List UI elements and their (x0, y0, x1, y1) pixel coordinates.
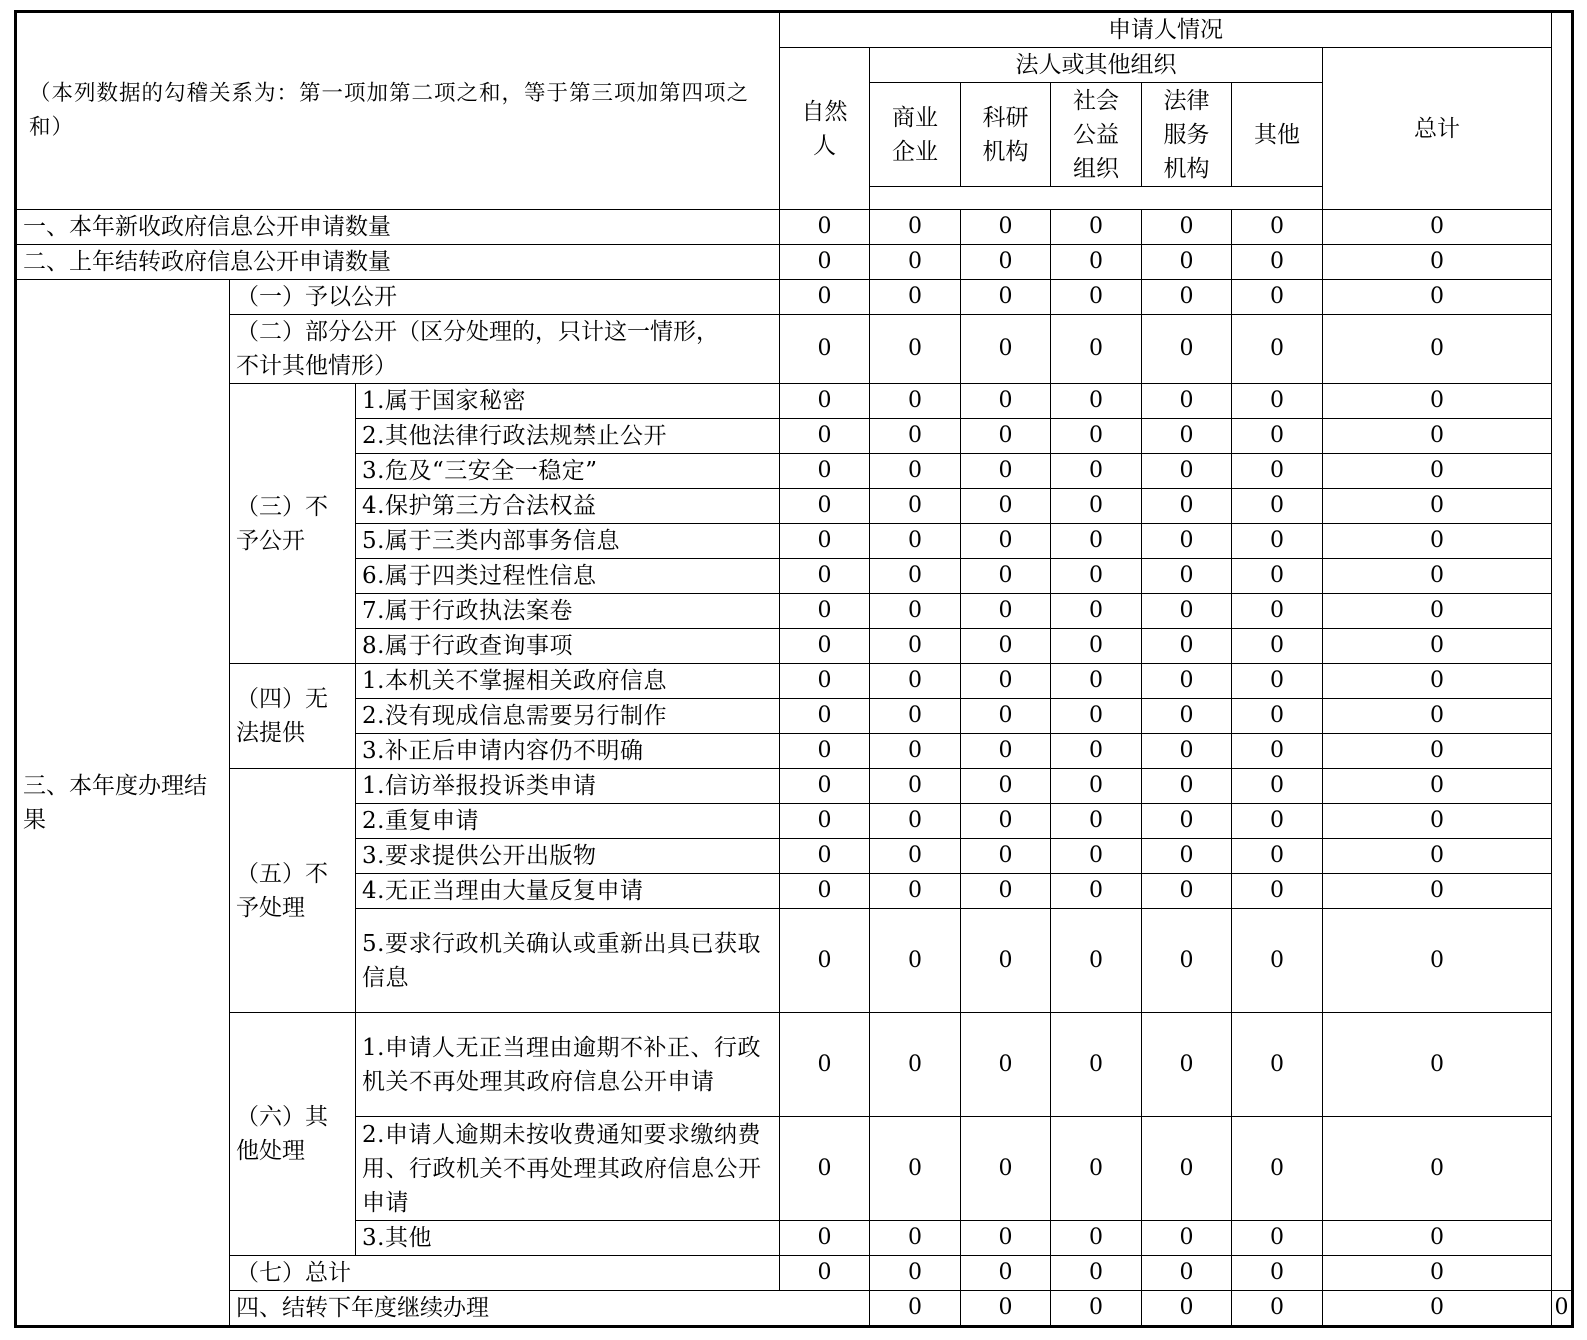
cell: 0 (780, 1013, 870, 1117)
cell: 0 (870, 315, 961, 384)
row-label: （二）部分公开（区分处理的，只计这一情形，不计其他情形） (230, 315, 780, 384)
cell: 0 (1142, 384, 1232, 419)
row-label: 4.无正当理由大量反复申请 (356, 874, 780, 909)
row-label: （七）总计 (230, 1256, 780, 1291)
cell: 0 (1142, 664, 1232, 699)
col-header-business: 商业企业 (870, 83, 961, 187)
cell: 0 (1051, 664, 1142, 699)
cell: 0 (1232, 629, 1323, 664)
cell: 0 (1142, 594, 1232, 629)
col-header-public-welfare: 社会公益组织 (1051, 83, 1142, 187)
table-row (16, 210, 1573, 245)
cell: 0 (1051, 1117, 1142, 1221)
cell: 0 (1323, 559, 1552, 594)
group-label: （三）不予公开 (230, 384, 356, 664)
cell: 0 (1232, 734, 1323, 769)
cell: 0 (780, 559, 870, 594)
cell: 0 (1232, 594, 1323, 629)
cell: 0 (870, 874, 961, 909)
total-header: 总计 (1323, 48, 1552, 210)
cell: 0 (870, 769, 961, 804)
cell: 0 (1142, 524, 1232, 559)
cell: 0 (1142, 734, 1232, 769)
cell: 0 (870, 839, 961, 874)
cell: 0 (1323, 594, 1552, 629)
legal-group-header: 法人或其他组织 (870, 48, 1323, 83)
cell: 0 (780, 664, 870, 699)
cell: 0 (1051, 1291, 1142, 1327)
cell: 0 (780, 769, 870, 804)
cell: 0 (870, 804, 961, 839)
cell: 0 (1051, 315, 1142, 384)
natural-person-header: 自然人 (780, 48, 870, 210)
cell: 0 (1323, 280, 1552, 315)
cell: 0 (870, 245, 961, 280)
cell: 0 (870, 559, 961, 594)
cell: 0 (1142, 874, 1232, 909)
table-note: （本列数据的勾稽关系为：第一项加第二项之和，等于第三项加第四项之和） (16, 12, 780, 210)
cell: 0 (1142, 909, 1232, 1013)
cell: 0 (961, 1013, 1051, 1117)
cell: 0 (961, 1117, 1051, 1221)
cell: 0 (961, 419, 1051, 454)
section-3-label: 三、本年度办理结果 (16, 280, 230, 1327)
cell: 0 (1232, 1117, 1323, 1221)
table-row (16, 1013, 1573, 1117)
row-label: 2.申请人逾期未按收费通知要求缴纳费用、行政机关不再处理其政府信息公开申请 (356, 1117, 780, 1221)
cell: 0 (1142, 769, 1232, 804)
cell: 0 (870, 1117, 961, 1221)
cell: 0 (870, 384, 961, 419)
table-row (16, 1291, 1573, 1327)
cell: 0 (1232, 769, 1323, 804)
cell: 0 (961, 699, 1051, 734)
cell: 0 (1323, 909, 1552, 1013)
cell: 0 (870, 210, 961, 245)
row-label: 1.属于国家秘密 (356, 384, 780, 419)
cell: 0 (961, 734, 1051, 769)
cell: 0 (1142, 1117, 1232, 1221)
cell: 0 (961, 280, 1051, 315)
cell: 0 (870, 524, 961, 559)
table-row (16, 315, 1573, 384)
cell: 0 (1232, 699, 1323, 734)
cell: 0 (1232, 419, 1323, 454)
cell: 0 (1051, 1013, 1142, 1117)
cell: 0 (1142, 629, 1232, 664)
cell: 0 (780, 874, 870, 909)
cell: 0 (1323, 874, 1552, 909)
cell: 0 (1142, 245, 1232, 280)
cell: 0 (1051, 769, 1142, 804)
cell: 0 (961, 454, 1051, 489)
cell: 0 (1142, 419, 1232, 454)
cell: 0 (870, 664, 961, 699)
row-label: 3.要求提供公开出版物 (356, 839, 780, 874)
row-label: 3.补正后申请内容仍不明确 (356, 734, 780, 769)
cell: 0 (780, 315, 870, 384)
cell: 0 (1323, 1291, 1552, 1327)
cell: 0 (870, 1013, 961, 1117)
cell: 0 (961, 489, 1051, 524)
row-label: 二、上年结转政府信息公开申请数量 (16, 245, 780, 280)
row-label: 四、结转下年度继续办理 (230, 1291, 870, 1327)
disclosure-statistics-table (14, 10, 1574, 1328)
cell: 0 (1051, 734, 1142, 769)
cell: 0 (1232, 210, 1323, 245)
cell: 0 (870, 629, 961, 664)
cell: 0 (780, 280, 870, 315)
applicant-status-header: 申请人情况 (780, 12, 1552, 48)
row-label: （一）予以公开 (230, 280, 780, 315)
table-row (16, 384, 1573, 419)
cell: 0 (1323, 1117, 1552, 1221)
cell: 0 (1323, 454, 1552, 489)
cell: 0 (1323, 1256, 1552, 1291)
cell: 0 (1051, 699, 1142, 734)
cell: 0 (870, 909, 961, 1013)
cell: 0 (1232, 315, 1323, 384)
cell: 0 (870, 454, 961, 489)
cell: 0 (961, 384, 1051, 419)
col-header-legal-service: 法律服务机构 (1142, 83, 1232, 187)
cell: 0 (1323, 769, 1552, 804)
cell: 0 (1323, 524, 1552, 559)
cell: 0 (1232, 489, 1323, 524)
cell: 0 (1142, 559, 1232, 594)
cell: 0 (870, 489, 961, 524)
cell: 0 (1051, 559, 1142, 594)
cell: 0 (1142, 839, 1232, 874)
cell: 0 (780, 909, 870, 1013)
cell: 0 (1232, 559, 1323, 594)
cell: 0 (961, 594, 1051, 629)
cell: 0 (1232, 909, 1323, 1013)
cell: 0 (1323, 629, 1552, 664)
cell: 0 (961, 804, 1051, 839)
cell: 0 (780, 524, 870, 559)
cell: 0 (1142, 454, 1232, 489)
table-row (16, 245, 1573, 280)
group-label: （五）不予处理 (230, 769, 356, 1013)
table-row (16, 664, 1573, 699)
cell: 0 (1232, 839, 1323, 874)
row-label: 7.属于行政执法案卷 (356, 594, 780, 629)
cell: 0 (780, 1117, 870, 1221)
group-label: （六）其他处理 (230, 1013, 356, 1256)
cell: 0 (1232, 524, 1323, 559)
cell: 0 (1142, 210, 1232, 245)
cell: 0 (870, 699, 961, 734)
cell: 0 (870, 419, 961, 454)
row-label: 1.申请人无正当理由逾期不补正、行政机关不再处理其政府信息公开申请 (356, 1013, 780, 1117)
table-row (16, 1256, 1573, 1291)
cell: 0 (961, 874, 1051, 909)
cell: 0 (870, 1291, 961, 1327)
cell: 0 (1323, 419, 1552, 454)
cell: 0 (1051, 839, 1142, 874)
cell: 0 (1051, 419, 1142, 454)
cell: 0 (1323, 384, 1552, 419)
row-label: 2.其他法律行政法规禁止公开 (356, 419, 780, 454)
cell: 0 (1142, 1256, 1232, 1291)
cell: 0 (1323, 210, 1552, 245)
cell: 0 (1051, 245, 1142, 280)
row-label: 2.没有现成信息需要另行制作 (356, 699, 780, 734)
cell: 0 (1232, 384, 1323, 419)
cell: 0 (780, 734, 870, 769)
cell: 0 (780, 1256, 870, 1291)
cell: 0 (780, 489, 870, 524)
row-label: 4.保护第三方合法权益 (356, 489, 780, 524)
cell: 0 (961, 210, 1051, 245)
cell: 0 (1552, 1291, 1573, 1327)
cell: 0 (961, 769, 1051, 804)
cell: 0 (961, 559, 1051, 594)
cell: 0 (1051, 489, 1142, 524)
row-label: 5.要求行政机关确认或重新出具已获取信息 (356, 909, 780, 1013)
cell: 0 (1051, 1256, 1142, 1291)
cell: 0 (1051, 804, 1142, 839)
cell: 0 (1142, 315, 1232, 384)
cell: 0 (1323, 664, 1552, 699)
cell: 0 (1323, 315, 1552, 384)
cell: 0 (1142, 1221, 1232, 1256)
row-label: 3.危及“三安全一稳定” (356, 454, 780, 489)
row-label: 5.属于三类内部事务信息 (356, 524, 780, 559)
cell: 0 (961, 1221, 1051, 1256)
cell: 0 (1142, 804, 1232, 839)
table-row (16, 769, 1573, 804)
cell: 0 (1232, 804, 1323, 839)
cell: 0 (1051, 594, 1142, 629)
cell: 0 (961, 524, 1051, 559)
cell: 0 (961, 839, 1051, 874)
cell: 0 (1051, 874, 1142, 909)
cell: 0 (1051, 454, 1142, 489)
cell: 0 (780, 454, 870, 489)
cell: 0 (1142, 1013, 1232, 1117)
row-label: 6.属于四类过程性信息 (356, 559, 780, 594)
cell: 0 (1323, 699, 1552, 734)
cell: 0 (1323, 1221, 1552, 1256)
row-label: 1.信访举报投诉类申请 (356, 769, 780, 804)
cell: 0 (1142, 280, 1232, 315)
col-header-other: 其他 (1232, 83, 1323, 187)
cell: 0 (961, 315, 1051, 384)
cell: 0 (1051, 384, 1142, 419)
cell: 0 (870, 734, 961, 769)
row-label: 3.其他 (356, 1221, 780, 1256)
cell: 0 (780, 804, 870, 839)
cell: 0 (1232, 1013, 1323, 1117)
cell: 0 (1051, 524, 1142, 559)
cell: 0 (1323, 839, 1552, 874)
cell: 0 (1232, 1256, 1323, 1291)
cell: 0 (961, 1256, 1051, 1291)
cell: 0 (870, 594, 961, 629)
cell: 0 (1323, 734, 1552, 769)
cell: 0 (1051, 629, 1142, 664)
cell: 0 (1142, 489, 1232, 524)
cell: 0 (780, 1221, 870, 1256)
cell: 0 (780, 839, 870, 874)
cell: 0 (961, 245, 1051, 280)
cell: 0 (961, 909, 1051, 1013)
cell: 0 (1051, 909, 1142, 1013)
cell: 0 (1232, 874, 1323, 909)
cell: 0 (1232, 280, 1323, 315)
col-header-research: 科研机构 (961, 83, 1051, 187)
cell: 0 (1051, 210, 1142, 245)
cell: 0 (1323, 245, 1552, 280)
cell: 0 (961, 629, 1051, 664)
cell: 0 (870, 1221, 961, 1256)
cell: 0 (780, 594, 870, 629)
cell: 0 (1051, 1221, 1142, 1256)
cell: 0 (1142, 699, 1232, 734)
cell: 0 (961, 1291, 1051, 1327)
cell: 0 (1323, 804, 1552, 839)
cell: 0 (961, 664, 1051, 699)
cell: 0 (1323, 489, 1552, 524)
cell: 0 (1232, 245, 1323, 280)
cell: 0 (870, 280, 961, 315)
cell: 0 (870, 1256, 961, 1291)
row-label: 1.本机关不掌握相关政府信息 (356, 664, 780, 699)
cell: 0 (780, 419, 870, 454)
cell: 0 (780, 210, 870, 245)
row-label: 一、本年新收政府信息公开申请数量 (16, 210, 780, 245)
cell: 0 (1232, 1221, 1323, 1256)
cell: 0 (780, 699, 870, 734)
cell: 0 (1232, 664, 1323, 699)
cell: 0 (1323, 1013, 1552, 1117)
cell: 0 (780, 629, 870, 664)
row-label: 8.属于行政查询事项 (356, 629, 780, 664)
cell: 0 (1051, 280, 1142, 315)
cell: 0 (780, 245, 870, 280)
group-label: （四）无法提供 (230, 664, 356, 769)
cell: 0 (1232, 1291, 1323, 1327)
cell: 0 (780, 384, 870, 419)
row-label: 2.重复申请 (356, 804, 780, 839)
cell: 0 (1232, 454, 1323, 489)
cell: 0 (1142, 1291, 1232, 1327)
table-row (16, 280, 1573, 315)
